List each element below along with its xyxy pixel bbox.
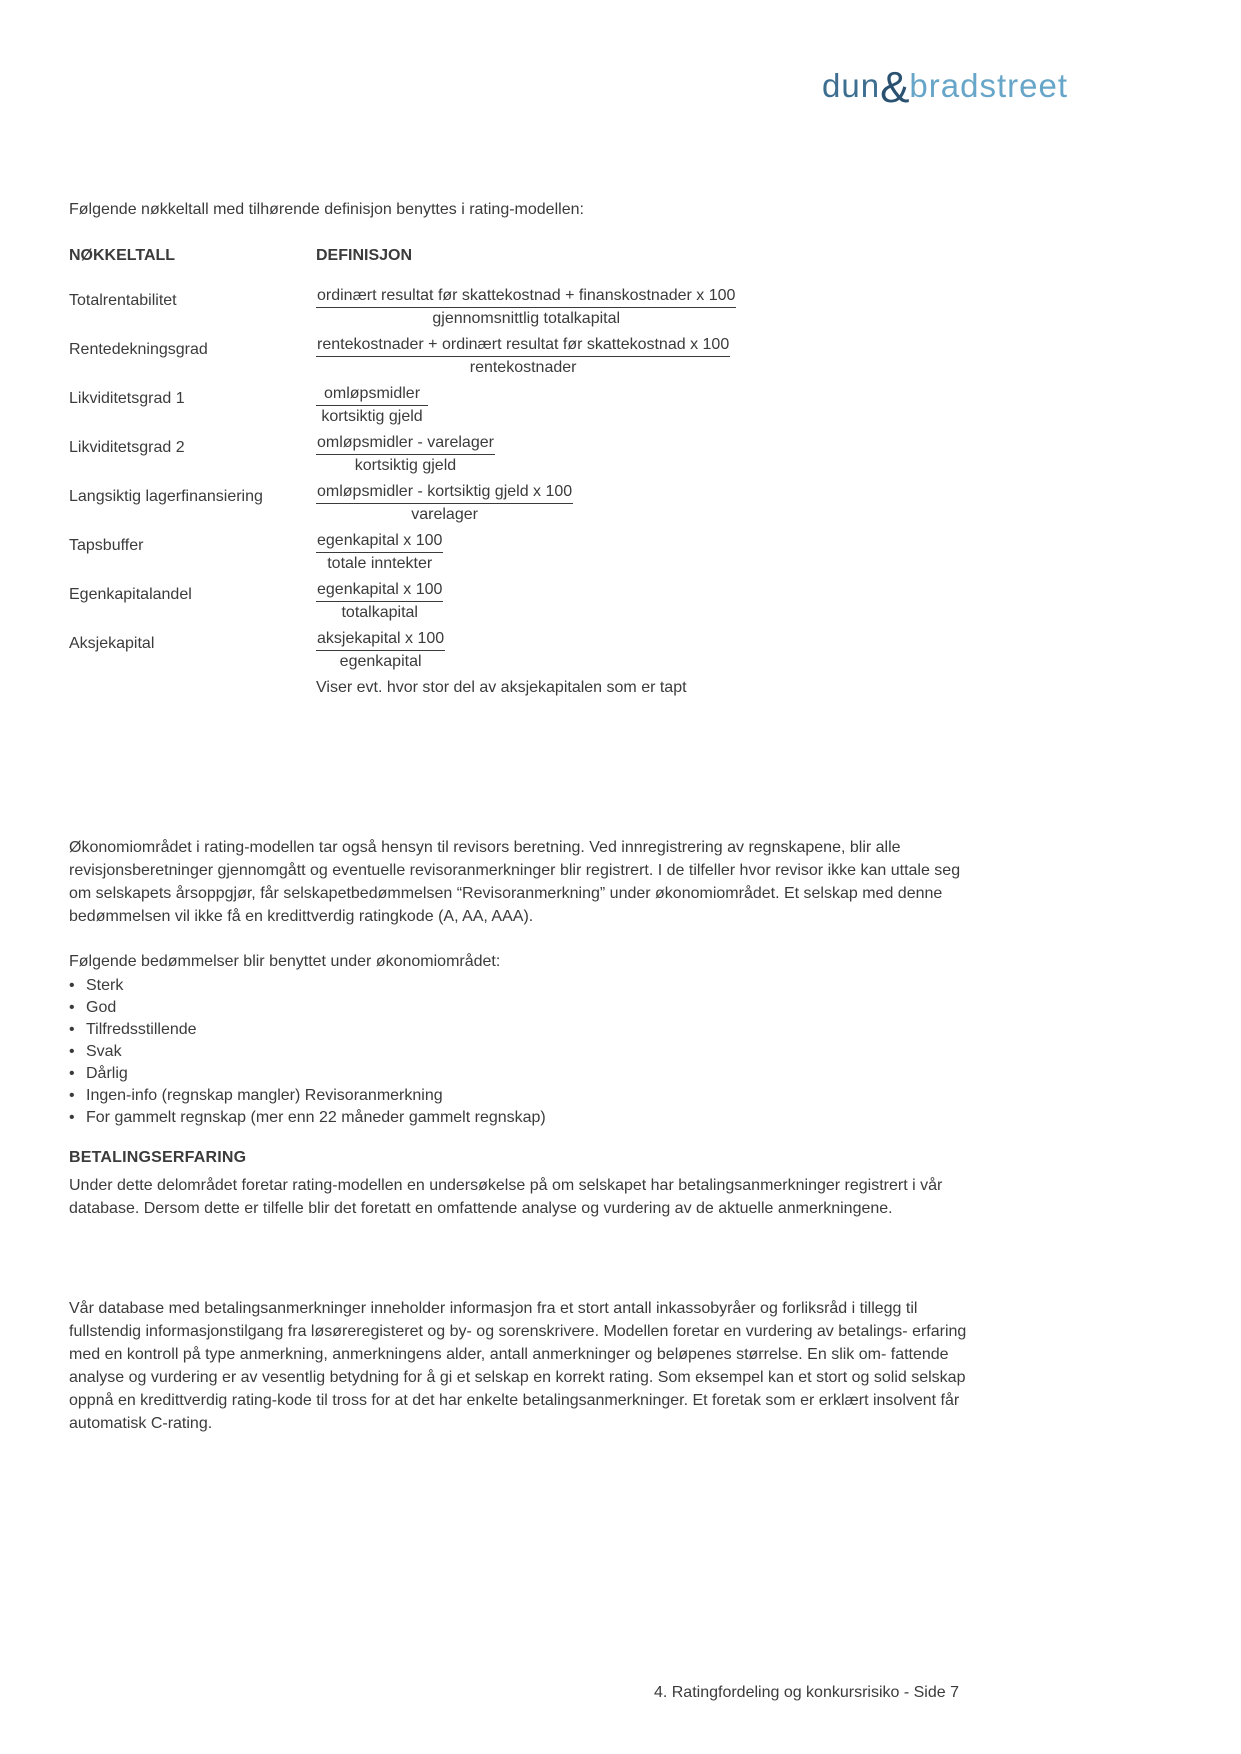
- table-note-row: [69, 679, 989, 697]
- table-header-row: [69, 247, 989, 265]
- list-item-label: Ingen-info (regnskap mangler) Revisoranmerkning: [86, 1087, 443, 1104]
- page-footer: 4. Ratingfordeling og konkursrisiko - Side 7: [653, 1684, 959, 1701]
- formula-denominator: totalkapital: [341, 604, 418, 621]
- logo-text-bradstreet: bradstreet: [909, 67, 1069, 104]
- list-item-label: Dårlig: [86, 1065, 128, 1082]
- formula-numerator: omløpsmidler - kortsiktig gjeld x 100: [316, 481, 573, 504]
- formula-fraction: [316, 285, 736, 329]
- formula-fraction: [316, 334, 730, 378]
- table-row: [69, 481, 989, 525]
- table-row: [69, 628, 989, 672]
- list-item: [69, 1107, 969, 1129]
- key-figure-label: Rentedekningsgrad: [69, 341, 208, 358]
- table-row: [69, 285, 989, 329]
- formula-numerator: ordinært resultat før skattekostnad + finanskostnader x 100: [316, 285, 736, 308]
- formula-denominator: kortsiktig gjeld: [321, 408, 423, 425]
- formula-denominator: egenkapital: [339, 653, 422, 670]
- logo-text-dun: dun: [822, 67, 881, 104]
- list-item-label: Svak: [86, 1043, 122, 1060]
- key-figure-label: Langsiktig lagerfinansiering: [69, 488, 263, 505]
- formula-denominator: varelager: [411, 506, 478, 523]
- column-header-definisjon: DEFINISJON: [316, 247, 413, 264]
- formula-fraction: [316, 432, 495, 476]
- list-item-label: God: [86, 999, 117, 1016]
- logo-ampersand-icon: &: [880, 63, 910, 112]
- key-figure-label: Egenkapitalandel: [69, 586, 192, 603]
- column-header-nokkeltall: NØKKELTALL: [69, 247, 176, 264]
- intro-line: Følgende nøkkeltall med tilhørende definisjon benyttes i rating-modellen:: [69, 201, 584, 218]
- table-row: [69, 579, 989, 623]
- list-item-label: Sterk: [86, 977, 124, 994]
- list-item: [69, 1063, 969, 1085]
- assessments-list: [69, 951, 969, 1129]
- key-figure-label: Aksjekapital: [69, 635, 155, 652]
- formula-numerator: egenkapital x 100: [316, 530, 443, 553]
- formula-denominator: gjennomsnittlig totalkapital: [432, 310, 621, 327]
- section-heading-betalingserfaring: BETALINGSERFARING: [69, 1149, 247, 1166]
- formula-fraction: [316, 383, 428, 427]
- formula-numerator: aksjekapital x 100: [316, 628, 445, 651]
- formula-numerator: rentekostnader + ordinært resultat før skattekostnad x 100: [316, 334, 730, 357]
- formula-fraction: [316, 628, 445, 672]
- bullet-icon: •: [69, 999, 75, 1016]
- payment-paragraph-1: Under dette delområdet foretar rating-modellen en undersøkelse på om selskapet har betalingsanmerkninger registrert i vår database. Dersom dette er tilfelle blir det foretatt en omfattende analyse og vurdering av de aktuelle anmerkningene.: [69, 1177, 943, 1217]
- table-row: [69, 432, 989, 476]
- formula-numerator: omløpsmidler - varelager: [316, 432, 495, 455]
- economy-paragraph: Økonomiområdet i rating-modellen tar også hensyn til revisors beretning. Ved innregistrering av regnskapene, blir alle revisjonsberetninger gjennomgått og eventuelle revisoranmerkninger blir registrert. I de tilfeller hvor revisor ikke kan uttale seg om selskapets årsoppgjør, får selskapetbedømmelsen “Revisoranmerkning” under økonomiområdet. Et selskap med denne bedømmelsen vil ikke få en kredittverdig ratingkode (A, AA, AAA).: [69, 839, 961, 925]
- list-item: [69, 975, 969, 997]
- key-figure-label: Tapsbuffer: [69, 537, 144, 554]
- key-figure-label: Likviditetsgrad 1: [69, 390, 185, 407]
- formula-fraction: [316, 481, 573, 525]
- bullet-icon: •: [69, 1065, 75, 1082]
- formula-fraction: [316, 579, 443, 623]
- formula-denominator: totale inntekter: [327, 555, 433, 572]
- list-item-label: Tilfredsstillende: [86, 1021, 197, 1038]
- table-row: [69, 530, 989, 574]
- formula-numerator: egenkapital x 100: [316, 579, 443, 602]
- formula-denominator: kortsiktig gjeld: [354, 457, 457, 474]
- assessments-intro: Følgende bedømmelser blir benyttet under økonomiområdet:: [69, 953, 501, 970]
- list-item: [69, 1019, 969, 1041]
- bullet-icon: •: [69, 1109, 75, 1126]
- dun-bradstreet-logo: [822, 63, 1069, 112]
- list-item: [69, 997, 969, 1019]
- table-row: [69, 383, 989, 427]
- list-item-label: For gammelt regnskap (mer enn 22 måneder gammelt regnskap): [86, 1109, 546, 1126]
- bullet-icon: •: [69, 1087, 75, 1104]
- bullet-icon: •: [69, 1043, 75, 1060]
- formula-fraction: [316, 530, 443, 574]
- key-figures-table: [69, 247, 989, 702]
- payment-paragraph-2: Vår database med betalingsanmerkninger inneholder informasjon fra et stort antall inkassobyråer og forliksråd i tillegg til fullstendig informasjonstilgang fra løsøreregisteret og by- og sorenskrivere. Modellen foretar en vurdering av betalings- erfaring med en kontroll på type anmerkning, anmerkningens alder, antall anmerkninger og beløpenes størrelse. En slik om- fattende analyse og vurdering er av vesentlig betydning for å gi et selskap en korrekt rating. Som eksempel kan et stort og solid selskap oppnå en kredittverdig rating-kode til tross for at det har enkelte betalingsanmerkninger. Et foretak som er erklært insolvent får automatisk C-rating.: [69, 1300, 967, 1432]
- list-item: [69, 1041, 969, 1063]
- table-row: [69, 334, 989, 378]
- formula-denominator: rentekostnader: [469, 359, 577, 376]
- bullet-icon: •: [69, 1021, 75, 1038]
- formula-numerator: omløpsmidler: [316, 383, 428, 406]
- bullet-icon: •: [69, 977, 75, 994]
- key-figure-label: Likviditetsgrad 2: [69, 439, 185, 456]
- aksjekapital-note: Viser evt. hvor stor del av aksjekapitalen som er tapt: [316, 679, 687, 696]
- list-item: [69, 1085, 969, 1107]
- key-figure-label: Totalrentabilitet: [69, 292, 177, 309]
